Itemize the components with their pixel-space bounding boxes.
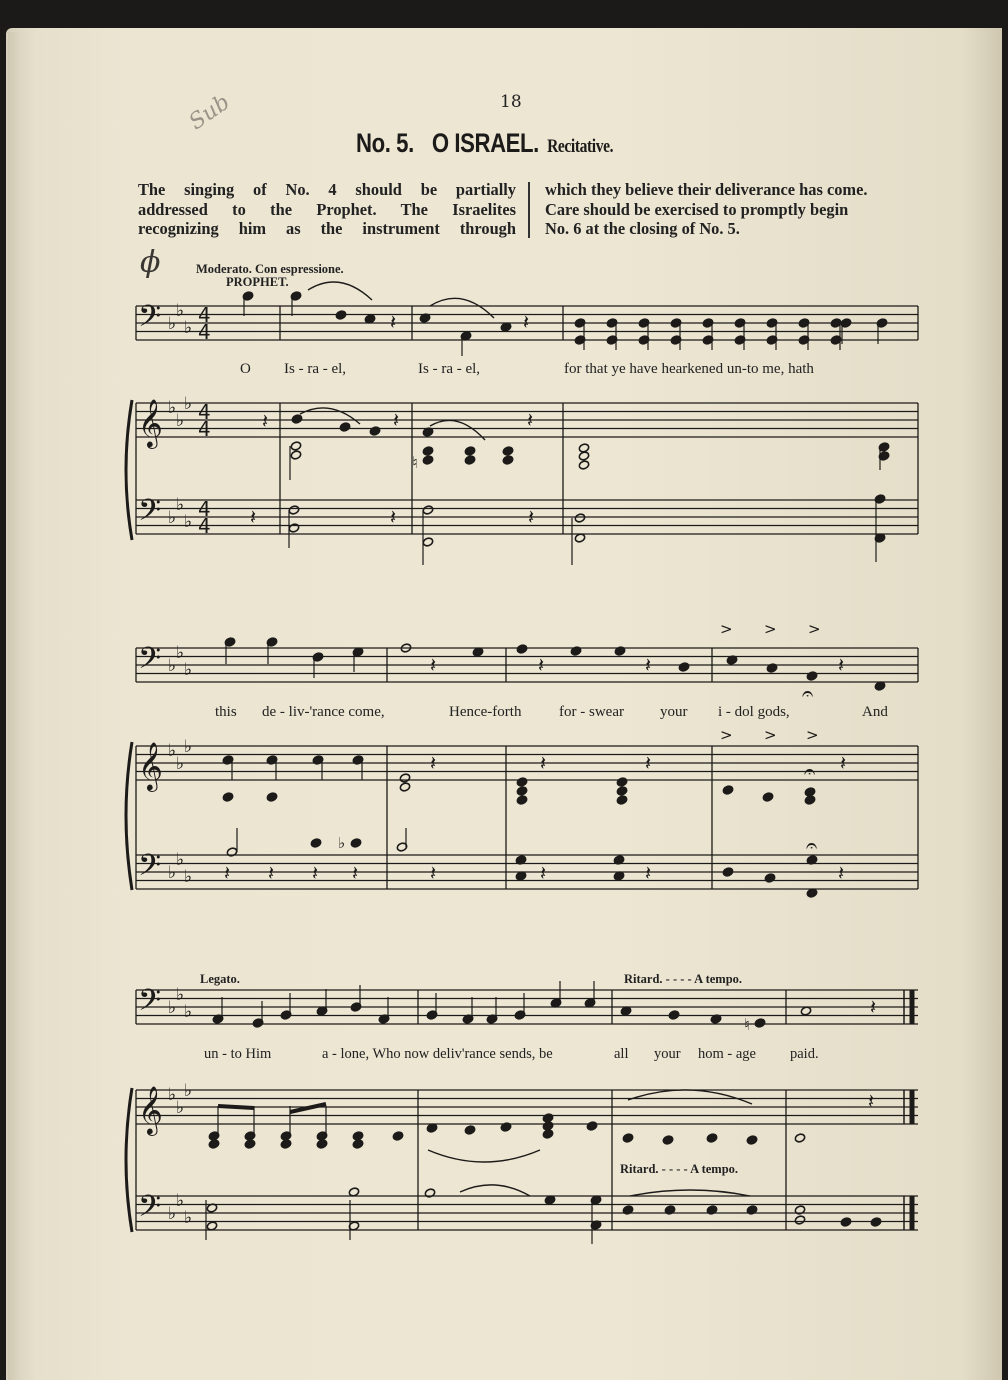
quarter-rest: 𝄽 [224, 861, 231, 885]
notehead [352, 1139, 363, 1149]
lyric: all [614, 1046, 629, 1062]
flat-sign: ♭ [184, 1081, 193, 1101]
bass-clef-icon: 𝄢 [138, 300, 162, 341]
notehead [310, 838, 321, 848]
notehead [578, 460, 589, 470]
quarter-rest: 𝄽 [268, 861, 275, 885]
fermata-icon: 𝄐 [802, 681, 814, 705]
lyric: Is - ra - el, [418, 361, 481, 377]
notehead [762, 792, 773, 802]
notehead [804, 795, 815, 805]
notehead [464, 1125, 475, 1135]
quarter-rest: 𝄽 [312, 861, 319, 885]
fermata-icon: 𝄐 [806, 833, 818, 857]
quarter-rest: 𝄽 [645, 751, 652, 775]
notehead [516, 786, 527, 796]
flat-sign: ♭ [176, 1098, 185, 1118]
slur [300, 408, 360, 424]
bass-clef-icon: 𝄢 [138, 642, 162, 683]
notehead [516, 777, 527, 787]
lyric: de - liv-'rance come, [262, 704, 385, 720]
time-signature: 4 [198, 417, 211, 441]
flat-sign: ♭ [176, 301, 185, 321]
lyric: hom - age [698, 1046, 756, 1062]
notehead [399, 782, 410, 792]
notehead [794, 1215, 805, 1225]
flat-sign: ♭ [176, 411, 185, 431]
time-signature: 4 [198, 400, 211, 424]
intro-line: recognizing him as the instrument through [138, 219, 516, 238]
treble-clef-icon: 𝄞 [138, 1085, 163, 1134]
voice-part-label: PROPHET. [226, 275, 289, 289]
slur [428, 1150, 540, 1162]
brace [126, 742, 132, 890]
flat-sign: ♭ [184, 660, 193, 680]
notehead [288, 523, 299, 533]
notehead [266, 792, 277, 802]
accent-mark: > [808, 620, 821, 638]
notehead [464, 446, 475, 456]
notehead [574, 513, 585, 523]
flat-sign: ♭ [168, 741, 177, 761]
notehead [616, 795, 627, 805]
bass-clef-icon: 𝄢 [138, 849, 162, 890]
ritard-marking: Ritard. - - - - A tempo. [620, 1162, 739, 1176]
notehead [516, 644, 527, 654]
notehead [350, 838, 361, 848]
beam [218, 1106, 254, 1108]
notehead [662, 1135, 673, 1145]
notehead [422, 446, 433, 456]
flat-sign: ♭ [176, 1191, 185, 1211]
lyric: Hence-forth [449, 704, 522, 720]
lyric: O [240, 361, 251, 377]
accent-mark: > [720, 620, 733, 638]
flat-sign: ♭ [184, 512, 193, 532]
intro-line: Care should be exercised to promptly begin [545, 199, 849, 219]
intro-line: addressed to the Prophet. The Israelites [138, 199, 516, 219]
ritard-marking: Ritard. - - - - A tempo. [624, 972, 743, 986]
notehead [502, 455, 513, 465]
lyric: i - dol gods, [718, 704, 790, 720]
notehead [616, 786, 627, 796]
notehead [794, 1133, 805, 1143]
quarter-rest: 𝄽 [540, 861, 547, 885]
beam [290, 1104, 326, 1112]
notehead [291, 414, 302, 424]
notehead [764, 873, 775, 883]
title-name: O ISRAEL. [431, 128, 539, 158]
flat-sign: ♭ [168, 998, 177, 1018]
notehead [222, 792, 233, 802]
flat-sign: ♭ [184, 394, 193, 414]
notehead [464, 455, 475, 465]
title-number: No. 5. [356, 128, 414, 158]
quarter-rest: 𝄽 [352, 861, 359, 885]
bass-clef-icon: 𝄢 [138, 1190, 162, 1231]
quarter-rest: 𝄽 [870, 995, 877, 1019]
quarter-rest: 𝄽 [528, 505, 535, 529]
time-signature: 4 [198, 497, 211, 521]
quarter-rest: 𝄽 [393, 408, 400, 432]
legato-marking: Legato. [200, 972, 240, 986]
quarter-rest: 𝄽 [840, 751, 847, 775]
notehead [422, 505, 433, 515]
quarter-rest: 𝄽 [838, 861, 845, 885]
bass-clef-icon: 𝄢 [138, 494, 162, 535]
flat-sign: ♭ [184, 737, 193, 757]
quarter-rest: 𝄽 [645, 861, 652, 885]
treble-clef-icon: 𝄞 [138, 398, 163, 447]
flat-sign: ♭ [338, 834, 346, 852]
lyric: for - swear [559, 704, 624, 720]
notehead [335, 310, 346, 320]
quarter-rest: 𝄽 [390, 505, 397, 529]
notehead [290, 441, 301, 451]
quarter-rest: 𝄽 [538, 653, 545, 677]
quarter-rest: 𝄽 [430, 861, 437, 885]
flat-sign: ♭ [168, 656, 177, 676]
accent-mark: > [764, 620, 777, 638]
notehead [516, 795, 527, 805]
notehead [369, 426, 380, 436]
notehead [339, 422, 350, 432]
flat-sign: ♭ [184, 1002, 193, 1022]
quarter-rest: 𝄽 [523, 310, 530, 334]
notehead [208, 1139, 219, 1149]
page-number: 18 [500, 92, 522, 112]
lyric: for that ye have hearkened un-to me, hath [564, 361, 814, 377]
notehead [244, 1139, 255, 1149]
quarter-rest: 𝄽 [527, 408, 534, 432]
quarter-rest: 𝄽 [262, 409, 269, 433]
brace [126, 1088, 132, 1232]
lyric: a - lone, Who now deliv'rance sends, be [322, 1046, 553, 1062]
brace [126, 400, 132, 540]
quarter-rest: 𝄽 [250, 505, 257, 529]
notehead [746, 1135, 757, 1145]
lyric: this [215, 704, 237, 720]
flat-sign: ♭ [184, 1208, 193, 1228]
flat-sign: ♭ [168, 314, 177, 334]
notehead [706, 1133, 717, 1143]
notehead [678, 662, 689, 672]
flat-sign: ♭ [176, 850, 185, 870]
flat-sign: ♭ [176, 495, 185, 515]
quarter-rest: 𝄽 [838, 653, 845, 677]
notehead [290, 450, 301, 460]
lyric: paid. [790, 1046, 819, 1062]
notehead [422, 537, 433, 547]
notehead [668, 1010, 679, 1020]
slur [308, 282, 372, 300]
lyric: your [660, 704, 688, 720]
flat-sign: ♭ [168, 863, 177, 883]
notehead [754, 1018, 765, 1028]
intro-line: No. 6 at the closing of No. 5. [545, 219, 740, 238]
accent-mark: > [720, 726, 733, 744]
flat-sign: ♭ [168, 1204, 177, 1224]
flat-sign: ♭ [176, 985, 185, 1005]
flat-sign: ♭ [168, 508, 177, 528]
flat-sign: ♭ [176, 754, 185, 774]
notehead [870, 1217, 881, 1227]
notehead [316, 1139, 327, 1149]
slur [628, 1090, 752, 1104]
notehead [806, 671, 817, 681]
notehead [392, 1131, 403, 1141]
notehead [616, 777, 627, 787]
tempo-marking: Moderato. Con espressione. [196, 262, 344, 276]
notehead [578, 451, 589, 461]
flat-sign: ♭ [184, 867, 193, 887]
notehead [840, 1217, 851, 1227]
notehead [722, 785, 733, 795]
pencil-note: Sub [184, 89, 235, 136]
treble-clef-icon: 𝄞 [138, 741, 163, 790]
flat-sign: ♭ [184, 318, 193, 338]
natural-sign: ♮ [412, 453, 418, 472]
slur [460, 1185, 530, 1196]
intro-line: The singing of No. 4 should be partially [138, 180, 516, 199]
notehead [722, 867, 733, 877]
time-signature: 4 [198, 514, 211, 538]
natural-sign: ♮ [744, 1015, 750, 1034]
slur [630, 1190, 750, 1196]
notehead [288, 505, 299, 515]
lyric: your [654, 1046, 681, 1062]
lyric: Is - ra - el, [284, 361, 347, 377]
accent-mark: > [806, 726, 819, 744]
notehead [586, 1121, 597, 1131]
time-signature: 4 [198, 303, 211, 327]
accent-mark: > [764, 726, 777, 744]
quarter-rest: 𝄽 [645, 653, 652, 677]
notehead [280, 1139, 291, 1149]
quarter-rest: 𝄽 [430, 751, 437, 775]
quarter-rest: 𝄽 [390, 310, 397, 334]
lyric: un - to Him [204, 1046, 272, 1062]
time-signature: 4 [198, 320, 211, 344]
intro-line: which they believe their deliverance has come. [545, 180, 868, 199]
quarter-rest: 𝄽 [540, 751, 547, 775]
notehead [502, 446, 513, 456]
notehead [422, 455, 433, 465]
flat-sign: ♭ [168, 1085, 177, 1105]
quarter-rest: 𝄽 [868, 1089, 875, 1113]
pencil-breath-mark: ϕ [140, 245, 161, 280]
notehead [542, 1129, 553, 1139]
notehead [399, 773, 410, 783]
notehead [622, 1133, 633, 1143]
quarter-rest: 𝄽 [430, 653, 437, 677]
flat-sign: ♭ [168, 398, 177, 418]
title-subtitle: Recitative. [547, 136, 614, 157]
bass-clef-icon: 𝄢 [138, 984, 162, 1025]
lyric: And [862, 704, 888, 720]
flat-sign: ♭ [176, 643, 185, 663]
fermata-icon: 𝄐 [804, 759, 816, 783]
